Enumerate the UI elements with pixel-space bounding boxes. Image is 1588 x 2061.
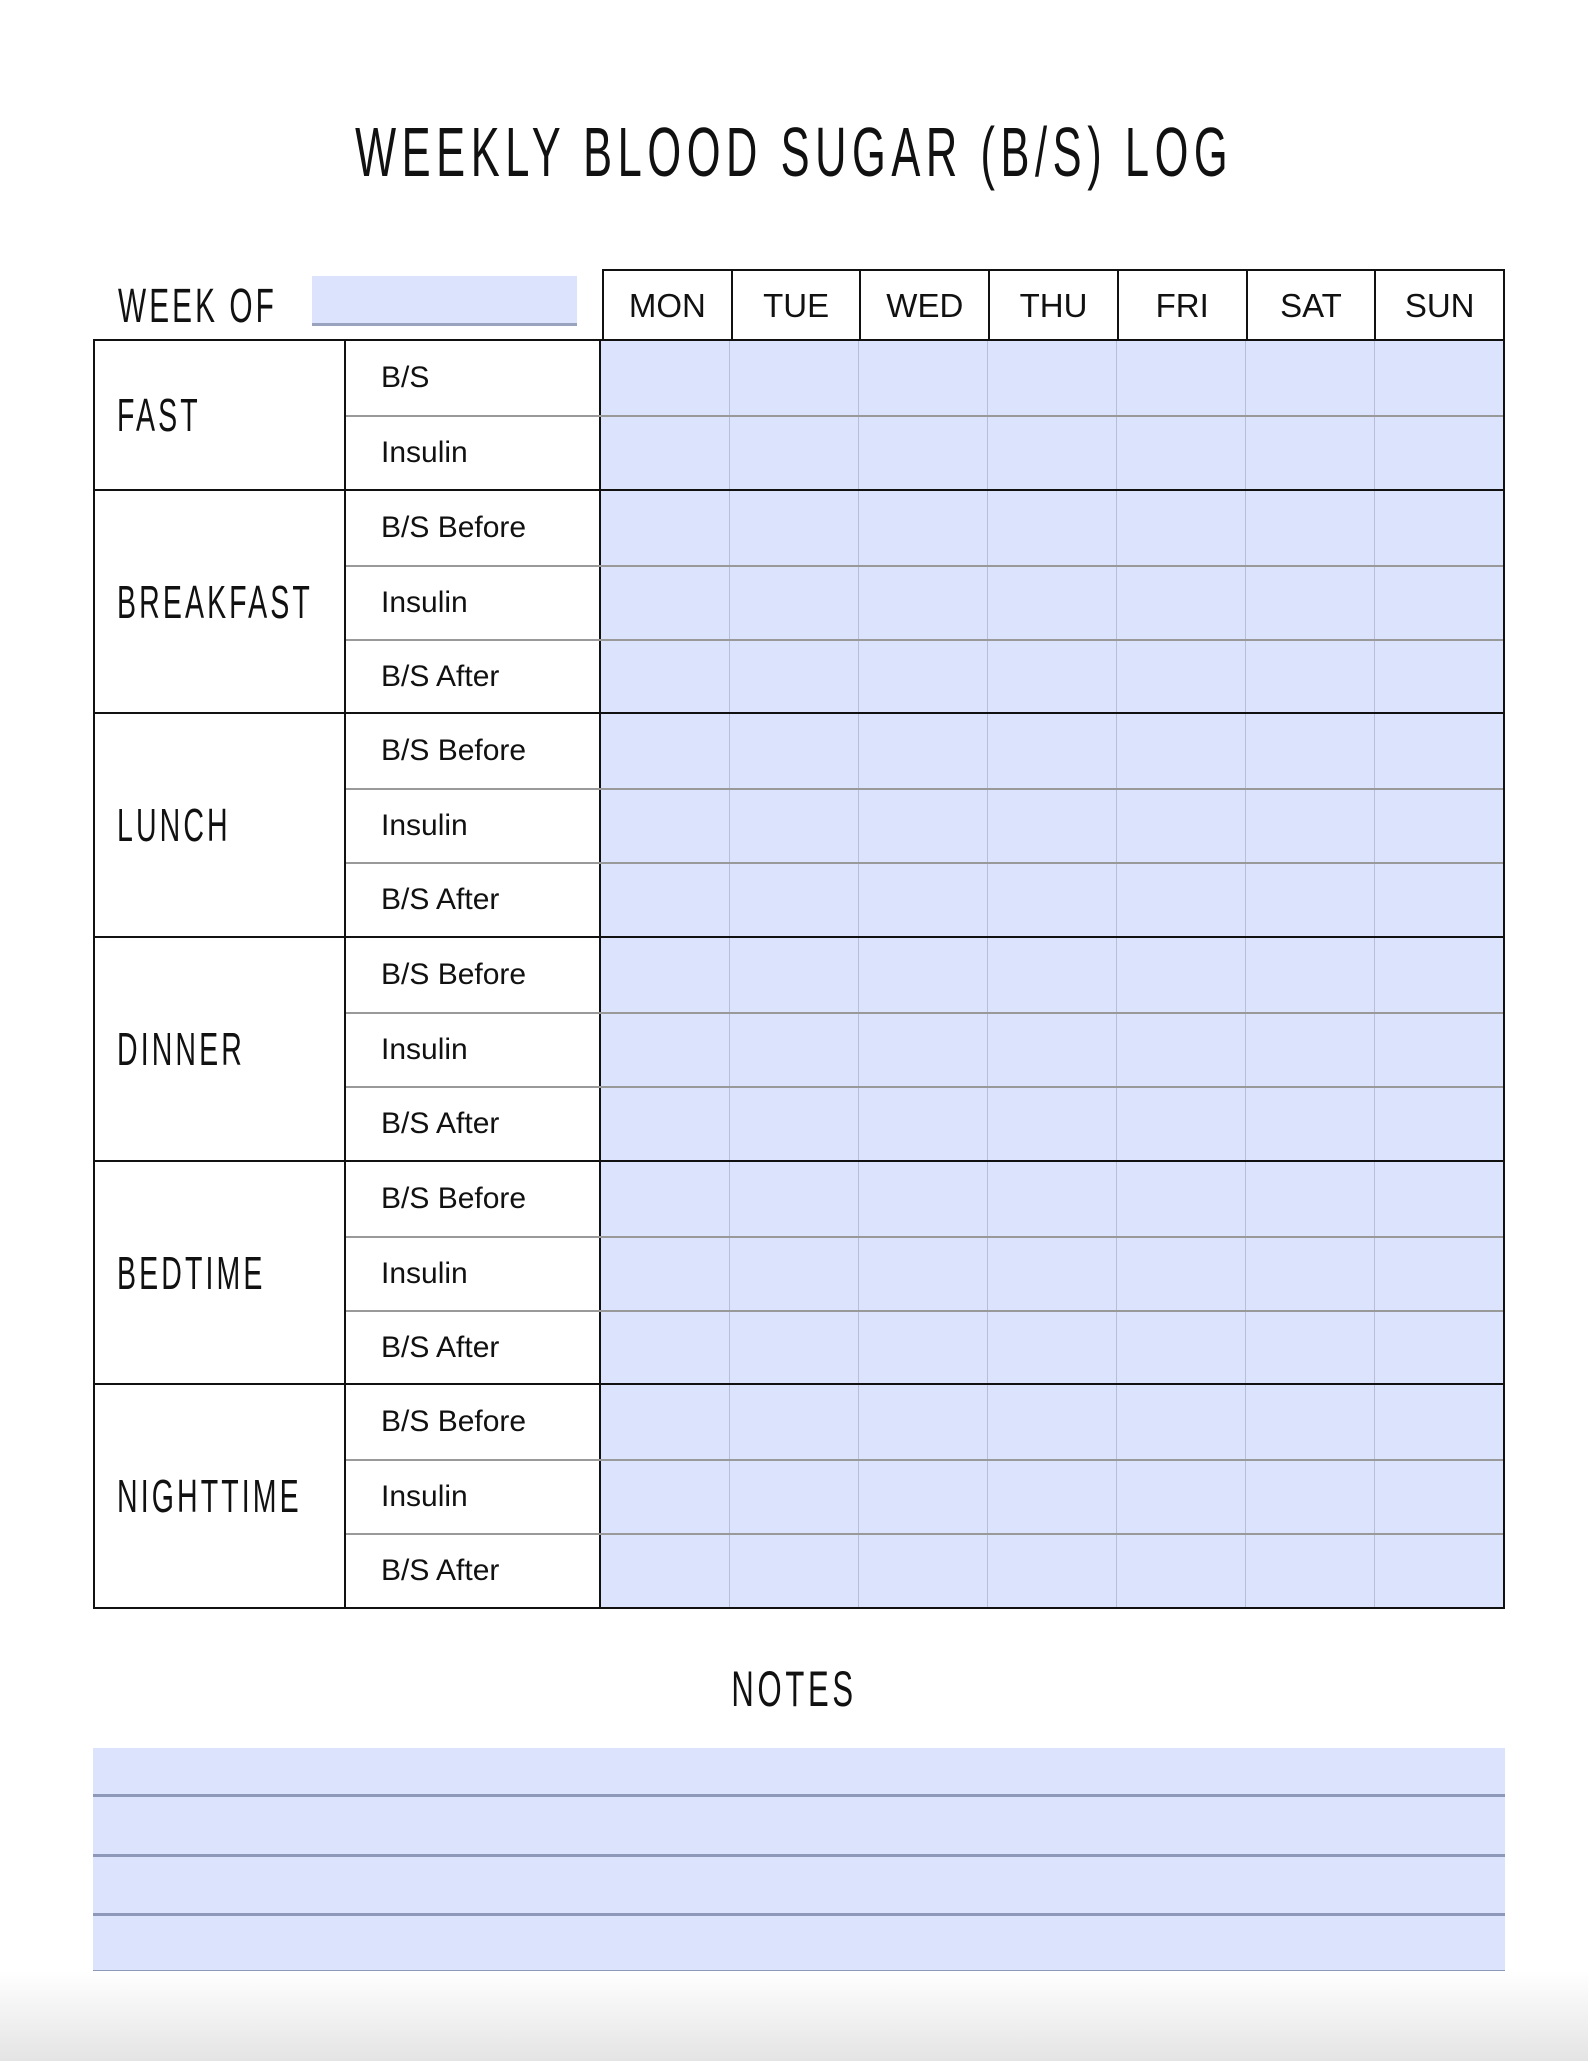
table-row <box>346 938 1503 1012</box>
row-label: Insulin <box>346 417 601 489</box>
entry-cell-mon[interactable] <box>601 641 729 713</box>
entry-cells <box>601 938 1503 1012</box>
entry-cells <box>601 417 1503 489</box>
entry-cell-mon[interactable] <box>601 864 729 936</box>
entry-cell-fri[interactable] <box>1116 567 1245 639</box>
group-breakfast <box>95 489 1503 713</box>
entry-cell-wed[interactable] <box>858 341 987 415</box>
entry-cell-sat[interactable] <box>1245 1535 1374 1607</box>
week-of-label: WEEK OF <box>118 280 277 333</box>
entry-cell-sun[interactable] <box>1374 714 1503 788</box>
entry-cell-thu[interactable] <box>987 1385 1116 1459</box>
entry-cells <box>601 1312 1503 1384</box>
row-label: Insulin <box>346 567 601 639</box>
entry-cell-fri[interactable] <box>1116 938 1245 1012</box>
entry-cell-sun[interactable] <box>1374 1535 1503 1607</box>
entry-cell-thu[interactable] <box>987 1088 1116 1160</box>
entry-cell-tue[interactable] <box>729 567 858 639</box>
category-label <box>95 938 346 1160</box>
entry-cell-fri[interactable] <box>1116 491 1245 565</box>
entry-cells <box>601 491 1503 565</box>
row-label: B/S After <box>346 1088 601 1160</box>
entry-cell-fri[interactable] <box>1116 341 1245 415</box>
entry-cell-sat[interactable] <box>1245 714 1374 788</box>
day-header-sun: SUN <box>1374 271 1503 340</box>
entry-cell-fri[interactable] <box>1116 641 1245 713</box>
entry-cell-tue[interactable] <box>729 864 858 936</box>
entry-cell-sat[interactable] <box>1245 641 1374 713</box>
entry-cell-tue[interactable] <box>729 1014 858 1086</box>
entry-cell-sat[interactable] <box>1245 938 1374 1012</box>
group-bedtime <box>95 1160 1503 1384</box>
day-header-sat: SAT <box>1246 271 1375 340</box>
row-label: B/S Before <box>346 714 601 788</box>
notes-line <box>93 1854 1505 1857</box>
row-label: B/S After <box>346 1312 601 1384</box>
entry-cell-mon[interactable] <box>601 1385 729 1459</box>
entry-cell-tue[interactable] <box>729 1088 858 1160</box>
category-text: BREAKFAST <box>117 575 313 628</box>
entry-cell-sat[interactable] <box>1245 1461 1374 1533</box>
row-label: Insulin <box>346 790 601 862</box>
entry-cell-sun[interactable] <box>1374 1088 1503 1160</box>
entry-cell-tue[interactable] <box>729 714 858 788</box>
entry-cell-wed[interactable] <box>858 1014 987 1086</box>
table-row <box>346 1012 1503 1086</box>
entry-cell-tue[interactable] <box>729 938 858 1012</box>
entry-cell-wed[interactable] <box>858 1238 987 1310</box>
row-label: B/S Before <box>346 938 601 1012</box>
table-row <box>346 788 1503 862</box>
entry-cell-sun[interactable] <box>1374 1014 1503 1086</box>
entry-cell-sat[interactable] <box>1245 1385 1374 1459</box>
entry-cell-tue[interactable] <box>729 417 858 489</box>
row-label: B/S After <box>346 864 601 936</box>
entry-cell-tue[interactable] <box>729 491 858 565</box>
entry-cell-mon[interactable] <box>601 567 729 639</box>
group-fast <box>95 341 1503 489</box>
entry-cell-wed[interactable] <box>858 641 987 713</box>
row-label: B/S Before <box>346 491 601 565</box>
entry-cell-fri[interactable] <box>1116 1162 1245 1236</box>
entry-cell-sun[interactable] <box>1374 938 1503 1012</box>
entry-cell-mon[interactable] <box>601 1014 729 1086</box>
entry-cell-mon[interactable] <box>601 714 729 788</box>
entry-cell-sat[interactable] <box>1245 1312 1374 1384</box>
table-row <box>346 415 1503 489</box>
week-of-input[interactable] <box>312 276 577 326</box>
entry-cell-sat[interactable] <box>1245 790 1374 862</box>
entry-cell-sun[interactable] <box>1374 1162 1503 1236</box>
entry-cell-mon[interactable] <box>601 1312 729 1384</box>
entry-cell-fri[interactable] <box>1116 1461 1245 1533</box>
entry-cell-fri[interactable] <box>1116 1238 1245 1310</box>
entry-cell-sat[interactable] <box>1245 864 1374 936</box>
day-header-row <box>602 269 1505 340</box>
entry-cell-mon[interactable] <box>601 938 729 1012</box>
entry-cell-sun[interactable] <box>1374 491 1503 565</box>
entry-cell-tue[interactable] <box>729 1385 858 1459</box>
entry-cell-fri[interactable] <box>1116 1088 1245 1160</box>
entry-cells <box>601 1162 1503 1236</box>
category-text: LUNCH <box>117 799 231 852</box>
table-row <box>346 1459 1503 1533</box>
entry-cell-sat[interactable] <box>1245 1162 1374 1236</box>
row-label: B/S After <box>346 1535 601 1607</box>
table-row <box>346 565 1503 639</box>
entry-cell-wed[interactable] <box>858 491 987 565</box>
entry-cells <box>601 1014 1503 1086</box>
entry-cell-wed[interactable] <box>858 1088 987 1160</box>
entry-cell-wed[interactable] <box>858 567 987 639</box>
entry-cell-fri[interactable] <box>1116 1312 1245 1384</box>
entry-cell-wed[interactable] <box>858 1461 987 1533</box>
entry-cells <box>601 641 1503 713</box>
category-label <box>95 341 346 489</box>
row-label: Insulin <box>346 1014 601 1086</box>
category-label <box>95 1385 346 1607</box>
entry-cell-tue[interactable] <box>729 341 858 415</box>
entry-cell-tue[interactable] <box>729 641 858 713</box>
group-lunch <box>95 712 1503 936</box>
entry-cell-mon[interactable] <box>601 491 729 565</box>
entry-cell-sun[interactable] <box>1374 341 1503 415</box>
notes-title: NOTES <box>731 1661 857 1717</box>
table-row <box>346 714 1503 788</box>
row-label: B/S After <box>346 641 601 713</box>
entry-cell-thu[interactable] <box>987 1535 1116 1607</box>
entry-cell-sun[interactable] <box>1374 790 1503 862</box>
table-row <box>346 639 1503 713</box>
entry-cell-fri[interactable] <box>1116 1385 1245 1459</box>
page-title: WEEKLY BLOOD SUGAR (B/S) LOG <box>354 113 1234 191</box>
entry-cells <box>601 1535 1503 1607</box>
day-header-fri: FRI <box>1117 271 1246 340</box>
group-dinner <box>95 936 1503 1160</box>
table-row <box>346 862 1503 936</box>
category-text: NIGHTTIME <box>117 1470 302 1523</box>
row-label: B/S Before <box>346 1385 601 1459</box>
entry-cell-thu[interactable] <box>987 491 1116 565</box>
table-row <box>346 1385 1503 1459</box>
entry-cell-wed[interactable] <box>858 417 987 489</box>
category-text: BEDTIME <box>117 1246 266 1299</box>
day-header-wed: WED <box>859 271 988 340</box>
entry-cell-sat[interactable] <box>1245 1088 1374 1160</box>
table-row <box>346 1310 1503 1384</box>
entry-cell-thu[interactable] <box>987 938 1116 1012</box>
entry-cell-tue[interactable] <box>729 1312 858 1384</box>
entry-cell-tue[interactable] <box>729 1461 858 1533</box>
day-header-tue: TUE <box>731 271 860 340</box>
entry-cell-sun[interactable] <box>1374 1385 1503 1459</box>
entry-cell-wed[interactable] <box>858 790 987 862</box>
entry-cell-sat[interactable] <box>1245 491 1374 565</box>
entry-cell-fri[interactable] <box>1116 417 1245 489</box>
entry-cell-sun[interactable] <box>1374 1312 1503 1384</box>
entry-cell-tue[interactable] <box>729 1162 858 1236</box>
table-row <box>346 1236 1503 1310</box>
row-label: B/S <box>346 341 601 415</box>
entry-cell-fri[interactable] <box>1116 1014 1245 1086</box>
notes-line <box>93 1913 1505 1916</box>
entry-cell-sat[interactable] <box>1245 1014 1374 1086</box>
entry-cell-thu[interactable] <box>987 417 1116 489</box>
entry-cell-sun[interactable] <box>1374 417 1503 489</box>
entry-cell-thu[interactable] <box>987 864 1116 936</box>
category-label <box>95 1162 346 1384</box>
entry-cells <box>601 1088 1503 1160</box>
entry-cell-sun[interactable] <box>1374 567 1503 639</box>
entry-cell-wed[interactable] <box>858 1312 987 1384</box>
row-label: Insulin <box>346 1238 601 1310</box>
entry-cell-thu[interactable] <box>987 341 1116 415</box>
entry-cell-mon[interactable] <box>601 1162 729 1236</box>
notes-area[interactable] <box>93 1748 1505 1981</box>
entry-cell-mon[interactable] <box>601 790 729 862</box>
entry-cell-mon[interactable] <box>601 1535 729 1607</box>
table-row <box>346 1086 1503 1160</box>
entry-cell-wed[interactable] <box>858 938 987 1012</box>
row-label: Insulin <box>346 1461 601 1533</box>
category-label <box>95 714 346 936</box>
entry-cell-thu[interactable] <box>987 567 1116 639</box>
entry-cell-wed[interactable] <box>858 714 987 788</box>
entry-cells <box>601 714 1503 788</box>
table-row <box>346 1162 1503 1236</box>
entry-cell-thu[interactable] <box>987 1014 1116 1086</box>
entry-cell-tue[interactable] <box>729 1238 858 1310</box>
entry-cells <box>601 1238 1503 1310</box>
entry-cell-sat[interactable] <box>1245 1238 1374 1310</box>
table-row <box>346 1533 1503 1607</box>
entry-cell-thu[interactable] <box>987 790 1116 862</box>
entry-cell-sat[interactable] <box>1245 417 1374 489</box>
entry-cell-mon[interactable] <box>601 1461 729 1533</box>
entry-cell-fri[interactable] <box>1116 1535 1245 1607</box>
category-text: DINNER <box>117 1022 245 1075</box>
entry-cell-sat[interactable] <box>1245 567 1374 639</box>
entry-cells <box>601 864 1503 936</box>
entry-cell-wed[interactable] <box>858 864 987 936</box>
entry-cell-mon[interactable] <box>601 417 729 489</box>
entry-cell-mon[interactable] <box>601 1088 729 1160</box>
entry-cell-fri[interactable] <box>1116 714 1245 788</box>
entry-cells <box>601 1385 1503 1459</box>
entry-cell-sun[interactable] <box>1374 1238 1503 1310</box>
entry-cells <box>601 790 1503 862</box>
entry-cell-tue[interactable] <box>729 1535 858 1607</box>
notes-line <box>93 1794 1505 1797</box>
entry-cell-thu[interactable] <box>987 641 1116 713</box>
entry-cells <box>601 1461 1503 1533</box>
entry-cell-sun[interactable] <box>1374 641 1503 713</box>
entry-cell-sun[interactable] <box>1374 1461 1503 1533</box>
entry-cell-sun[interactable] <box>1374 864 1503 936</box>
day-header-mon: MON <box>628 286 706 324</box>
entry-cell-thu[interactable] <box>987 1312 1116 1384</box>
log-table <box>93 339 1505 1609</box>
table-row <box>346 491 1503 565</box>
entry-cells <box>601 567 1503 639</box>
page-shadow <box>0 1971 1588 2061</box>
day-header-thu: THU <box>988 271 1117 340</box>
table-row <box>346 341 1503 415</box>
entry-cell-fri[interactable] <box>1116 790 1245 862</box>
category-label <box>95 491 346 713</box>
entry-cells <box>601 341 1503 415</box>
row-label: B/S Before <box>346 1162 601 1236</box>
entry-cell-wed[interactable] <box>858 1535 987 1607</box>
entry-cell-tue[interactable] <box>729 790 858 862</box>
entry-cell-fri[interactable] <box>1116 864 1245 936</box>
entry-cell-wed[interactable] <box>858 1162 987 1236</box>
entry-cell-thu[interactable] <box>987 1238 1116 1310</box>
entry-cell-thu[interactable] <box>987 1461 1116 1533</box>
entry-cell-thu[interactable] <box>987 714 1116 788</box>
entry-cell-mon[interactable] <box>601 1238 729 1310</box>
category-text: FAST <box>117 388 201 441</box>
entry-cell-wed[interactable] <box>858 1385 987 1459</box>
entry-cell-sat[interactable] <box>1245 341 1374 415</box>
entry-cell-thu[interactable] <box>987 1162 1116 1236</box>
entry-cell-mon[interactable] <box>601 341 729 415</box>
group-nighttime <box>95 1383 1503 1607</box>
